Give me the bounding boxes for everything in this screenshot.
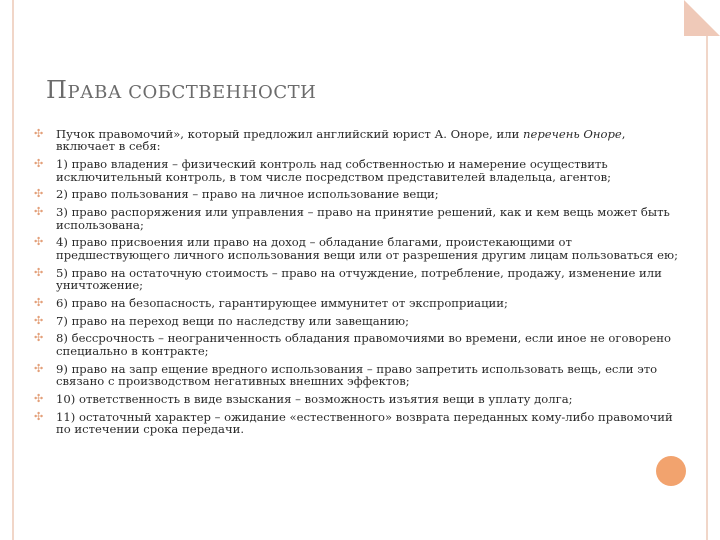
list-item: ✣ 6) право на безопасность, гарантирующее иммунитет от экспроприации;	[34, 295, 508, 310]
star-bullet-icon: ✣	[34, 331, 44, 345]
star-bullet-icon: ✣	[34, 361, 44, 375]
bullet-list	[34, 128, 684, 441]
list-item: ✣ 2) право пользования – право на личное использование вещи;	[34, 187, 439, 202]
list-item: ✣ 3) право распоряжения или управления – право на принятие решений, как и кем вещь может быть использована;	[34, 205, 670, 232]
star-bullet-icon: ✣	[34, 391, 44, 405]
list-item: ✣ 7) право на переход вещи по наследству или завещанию;	[34, 313, 410, 328]
star-bullet-icon: ✣	[34, 127, 44, 140]
star-bullet-icon: ✣	[34, 409, 44, 423]
star-bullet-icon: ✣	[34, 313, 44, 327]
star-bullet-icon: ✣	[34, 187, 44, 201]
star-bullet-icon: ✣	[34, 235, 44, 249]
list-item: ✣ 10) ответственность в виде взыскания – возможность изъятия вещи в уплату долга;	[34, 391, 573, 406]
slide-title: ПРАВА СОБСТВЕННОСТИ	[46, 76, 317, 104]
right-border-line	[706, 0, 708, 540]
orange-circle-decoration	[656, 456, 686, 486]
star-bullet-icon: ✣	[34, 157, 44, 171]
list-item: ✣ Пучок правомочий», который предложил английский юрист А. Оноре, или перечень Оноре, включает в себя:	[34, 127, 626, 154]
list-item: ✣ 1) право владения – физический контроль над собственностью и намерение осуществить исключительный контроль, в том числе посредством представителей владельца, агентов;	[34, 157, 612, 184]
corner-fold-decoration	[684, 0, 720, 36]
list-item: ✣ 4) право присвоения или право на доход – обладание благами, проистекающими от предшествующего личного использования вещи или от разрешения другим лицам пользоваться ею;	[34, 235, 678, 262]
list-item: ✣ 11) остаточный характер – ожидание «естественного» возврата переданных кому-либо правомочий по истечении срока передачи.	[34, 409, 673, 437]
list-item: ✣ 9) право на запр ещение вредного использования – право запретить использовать вещь, если это связано с производством негативных внешних эффектов;	[34, 361, 658, 389]
list-item: ✣ 8) бессрочность – неограниченность обладания правомочиями во времени, если иное не оговорено специально в контракте;	[34, 331, 671, 358]
star-bullet-icon: ✣	[34, 295, 44, 309]
left-border-line	[12, 0, 14, 540]
star-bullet-icon: ✣	[34, 205, 44, 219]
list-item: ✣ 5) право на остаточную стоимость – право на отчуждение, потребление, продажу, изменение или уничтожение;	[34, 265, 662, 293]
star-bullet-icon: ✣	[34, 265, 44, 279]
